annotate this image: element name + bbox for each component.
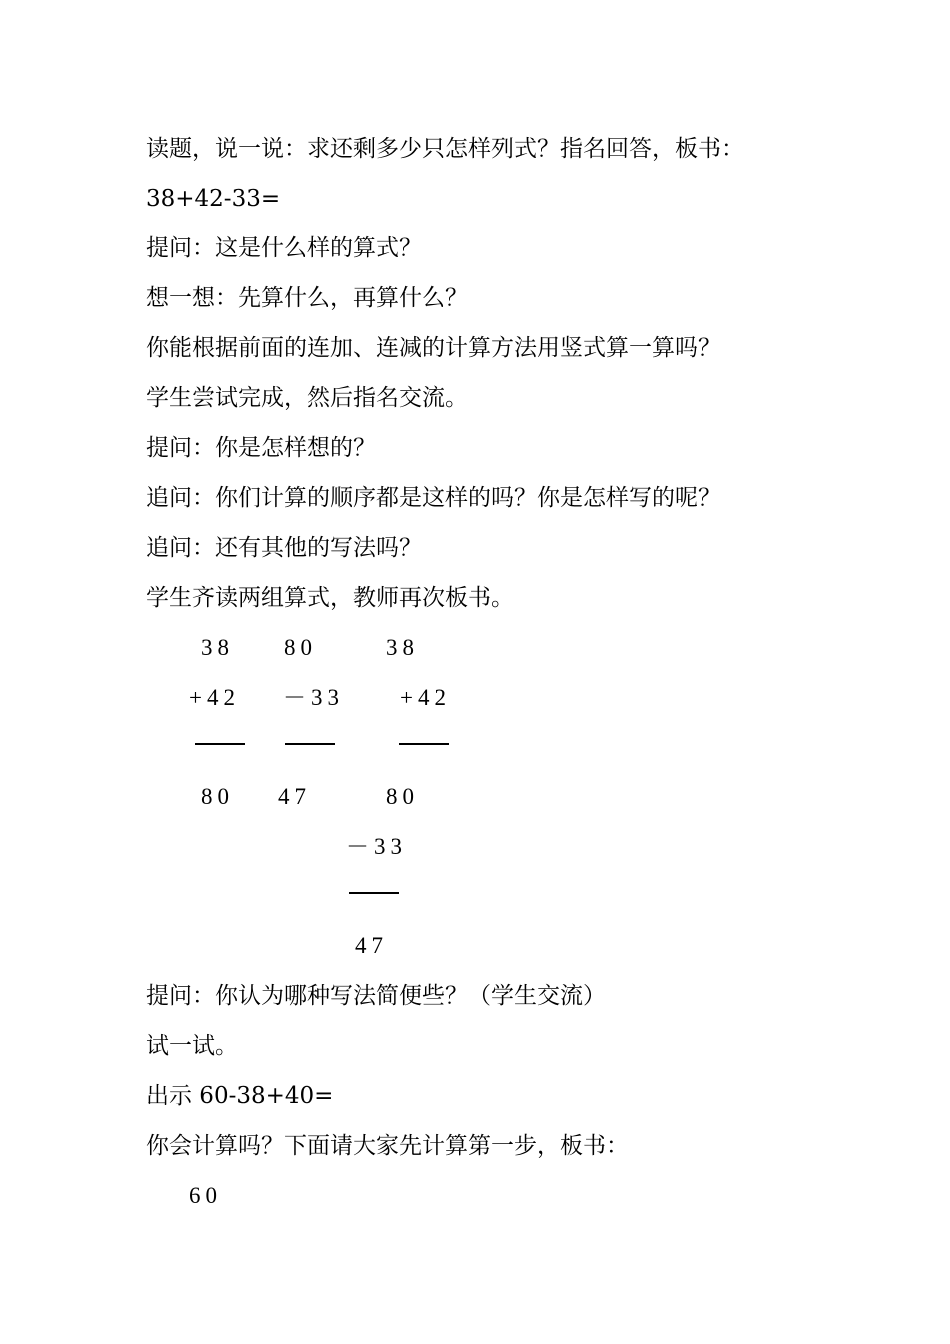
calc3-rule (399, 743, 449, 745)
calc3-rule2 (349, 892, 399, 894)
calc2-rule (285, 743, 335, 745)
calc1-operand: +42 (189, 685, 240, 710)
text-line: 出示 60-38+40= (146, 1083, 334, 1109)
text-line: 38+42-33= (146, 186, 281, 212)
text-line: 你会计算吗？下面请大家先计算第一步，板书： (146, 1133, 629, 1159)
partial-calc-top-number: 60 (189, 1183, 222, 1208)
text-line: 追问：你们计算的顺序都是这样的吗？你是怎样写的呢？ (146, 485, 721, 511)
text-line: 读题，说一说：求还剩多少只怎样列式？指名回答，板书： (146, 136, 744, 162)
calc3-mid-result: 80 (386, 784, 419, 809)
text-line: 提问：你是怎样想的？ (146, 435, 376, 461)
calc1-result: 80 (201, 784, 234, 809)
text-line: 试一试。 (146, 1033, 238, 1059)
text-line: 提问：你认为哪种写法简便些？（学生交流） (146, 983, 606, 1009)
calc2-top-number: 80 (284, 635, 317, 660)
text-line: 提问：这是什么样的算式？ (146, 235, 422, 261)
calc1-top-number: 38 (201, 635, 234, 660)
calc3-operand: +42 (400, 685, 451, 710)
text-line: 追问：还有其他的写法吗？ (146, 535, 422, 561)
calc2-operand: －33 (283, 685, 344, 710)
calc3-result: 47 (355, 933, 388, 958)
calc1-rule (195, 743, 245, 745)
text-line: 学生齐读两组算式，教师再次板书。 (146, 585, 514, 611)
text-line: 想一想：先算什么，再算什么？ (146, 285, 468, 311)
text-line: 你能根据前面的连加、连减的计算方法用竖式算一算吗？ (146, 335, 721, 361)
calc2-result: 47 (278, 784, 311, 809)
calc3-operand2: －33 (346, 834, 407, 859)
calc3-top-number: 38 (386, 635, 419, 660)
text-line: 学生尝试完成，然后指名交流。 (146, 385, 468, 411)
